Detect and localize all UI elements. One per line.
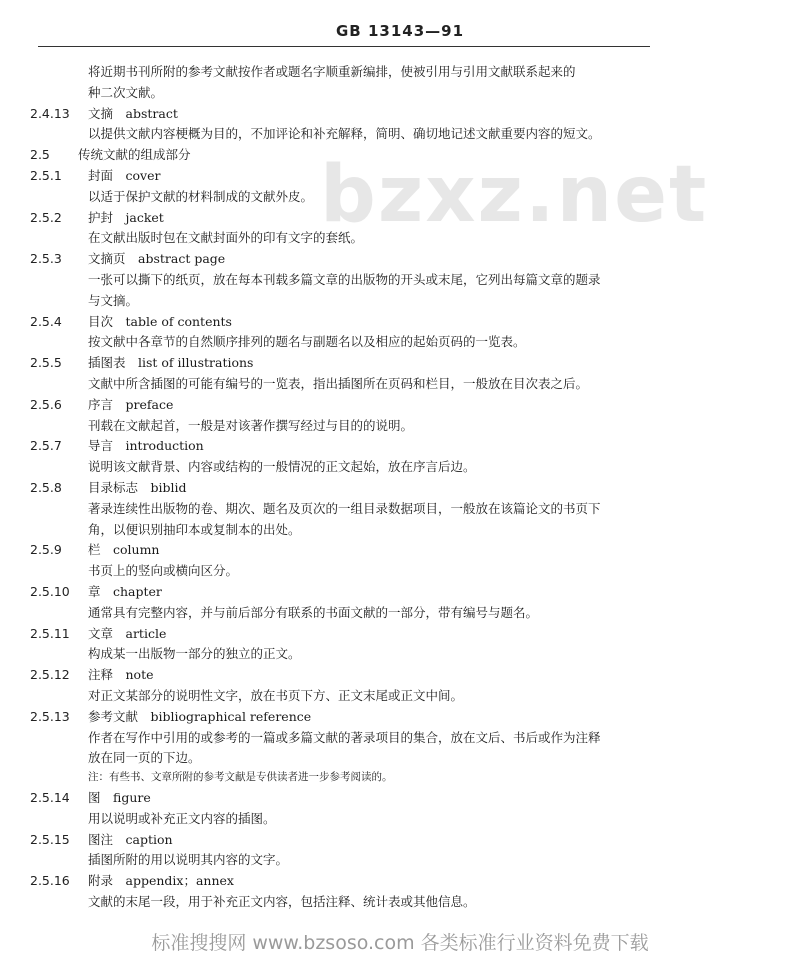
entry-definition-line: 说明该文献背景、内容或结构的一般情况的正文起始，放在序言后边。 (88, 459, 476, 475)
entry-term: 图注 caption (88, 831, 173, 847)
entry-term: 目录标志 biblid (88, 480, 187, 495)
entry-number: 2.5.13 (30, 708, 70, 724)
entry-number: 2.5.8 (30, 480, 62, 495)
entry-note: 注：有些书、文章所附的参考文献是专供读者进一步参考阅读的。 (88, 771, 393, 784)
entry-term: 目次 table of contents (88, 313, 232, 329)
entry-definition-line: 用以说明或补充正文内容的插图。 (88, 810, 276, 826)
entry-number: 2.5.6 (30, 396, 62, 412)
entry-term: 文摘页 abstract page (88, 251, 226, 267)
entry-number: 2.5 (30, 147, 50, 163)
page-header: GB 13143—91 (335, 22, 465, 40)
entry-number: 2.5.7 (30, 438, 62, 454)
entry-number: 2.4.13 (30, 105, 70, 121)
watermark: bzxz.net (320, 150, 709, 240)
entry-term: 插图表 list of illustrations (88, 355, 254, 371)
entry-definition-line: 在文献出版时包在文献封面外的印有文字的套纸。 (88, 230, 364, 246)
entry-definition-line: 按文献中各章节的自然顺序排列的题名与副题名以及相应的起始页码的一览表。 (88, 334, 526, 350)
entry-definition-line: 文献中所含插图的可能有编号的一览表，指出插图所在页码和栏目，一般放在目次表之后。 (88, 376, 589, 391)
entry-term: 文摘 abstract (88, 105, 178, 121)
entry-definition-line: 插图所附的用以说明其内容的文字。 (88, 852, 289, 868)
entry-term: 图 figure (88, 790, 151, 805)
entry-definition-line: 书页上的竖向或横向区分。 (88, 563, 239, 579)
entry-number: 2.5.4 (30, 313, 62, 329)
entry-definition-line: 文献的末尾一段，用于补充正文内容，包括注释、统计表或其他信息。 (88, 894, 476, 909)
entry-number: 2.5.2 (30, 209, 62, 225)
entry-term: 附录 appendix；annex (88, 873, 234, 889)
entry-definition-line: 刊载在文献起首，一般是对该著作撰写经过与目的的说明。 (88, 417, 414, 433)
entry-term: 参考文献 bibliographical reference (88, 708, 312, 724)
entry-number: 2.5.3 (30, 251, 62, 267)
entry-term: 传统文献的组成部分 (78, 147, 191, 163)
entry-term: 导言 introduction (88, 438, 204, 454)
entry-number: 2.5.16 (30, 873, 70, 889)
entry-definition-line: 以适于保护文献的材料制成的文献外皮。 (88, 188, 314, 204)
entry-definition-line: 构成某一出版物一部分的独立的正文。 (88, 646, 301, 662)
entry-definition-line: 一张可以撕下的纸页，放在每本刊载多篇文章的出版物的开头或末尾，它列出每篇文章的题录 (88, 272, 601, 287)
entry-term: 封面 cover (88, 168, 161, 183)
footer-banner: 标准搜搜网 www.bzsoso.com 各类标准行业资料免费下载 (151, 932, 649, 954)
entry-definition-line: 与文摘。 (88, 292, 139, 308)
entry-term: 注释 note (88, 667, 154, 683)
entry-term: 护封 jacket (88, 209, 164, 225)
entry-term: 文章 article (88, 625, 167, 641)
entry-definition-line: 角，以便识别抽印本或复制本的出处。 (88, 521, 301, 537)
entry-term: 栏 column (88, 542, 160, 558)
entry-number: 2.5.12 (30, 667, 70, 683)
entry-definition-line: 作者在写作中引用的或参考的一篇或多篇文献的著录项目的集合，放在文后、书后或作为注释 (88, 729, 601, 745)
entry-definition-line: 对正文某部分的说明性文字，放在书页下方、正文末尾或正文中间。 (88, 688, 464, 703)
entry-definition-line: 以提供文献内容梗概为目的，不加评论和补充解释，简明、确切地记述文献重要内容的短文。 (88, 126, 601, 142)
entry-definition-line: 通常具有完整内容，并与前后部分有联系的书面文献的一部分，带有编号与题名。 (88, 604, 539, 620)
entry-term: 序言 preface (88, 396, 174, 412)
entry-term: 章 chapter (88, 584, 162, 599)
entry-definition-line: 将近期书刊所附的参考文献按作者或题名字顺重新编排，使被引用与引用文献联系起来的 (88, 64, 576, 79)
entry-number: 2.5.5 (30, 355, 62, 371)
entry-number: 2.5.11 (30, 625, 70, 641)
header-rule (38, 46, 650, 47)
entry-number: 2.5.15 (30, 831, 70, 847)
entry-number: 2.5.1 (30, 168, 62, 183)
entry-definition-line: 著录连续性出版物的卷、期次、题名及页次的一组目录数据项目，一般放在该篇论文的书页下 (88, 500, 601, 516)
entry-definition-line: 种二次文献。 (88, 84, 164, 100)
entry-number: 2.5.10 (30, 584, 70, 599)
entry-number: 2.5.9 (30, 542, 62, 558)
entry-definition-line: 放在同一页的下边。 (88, 750, 201, 766)
entry-number: 2.5.14 (30, 790, 70, 805)
